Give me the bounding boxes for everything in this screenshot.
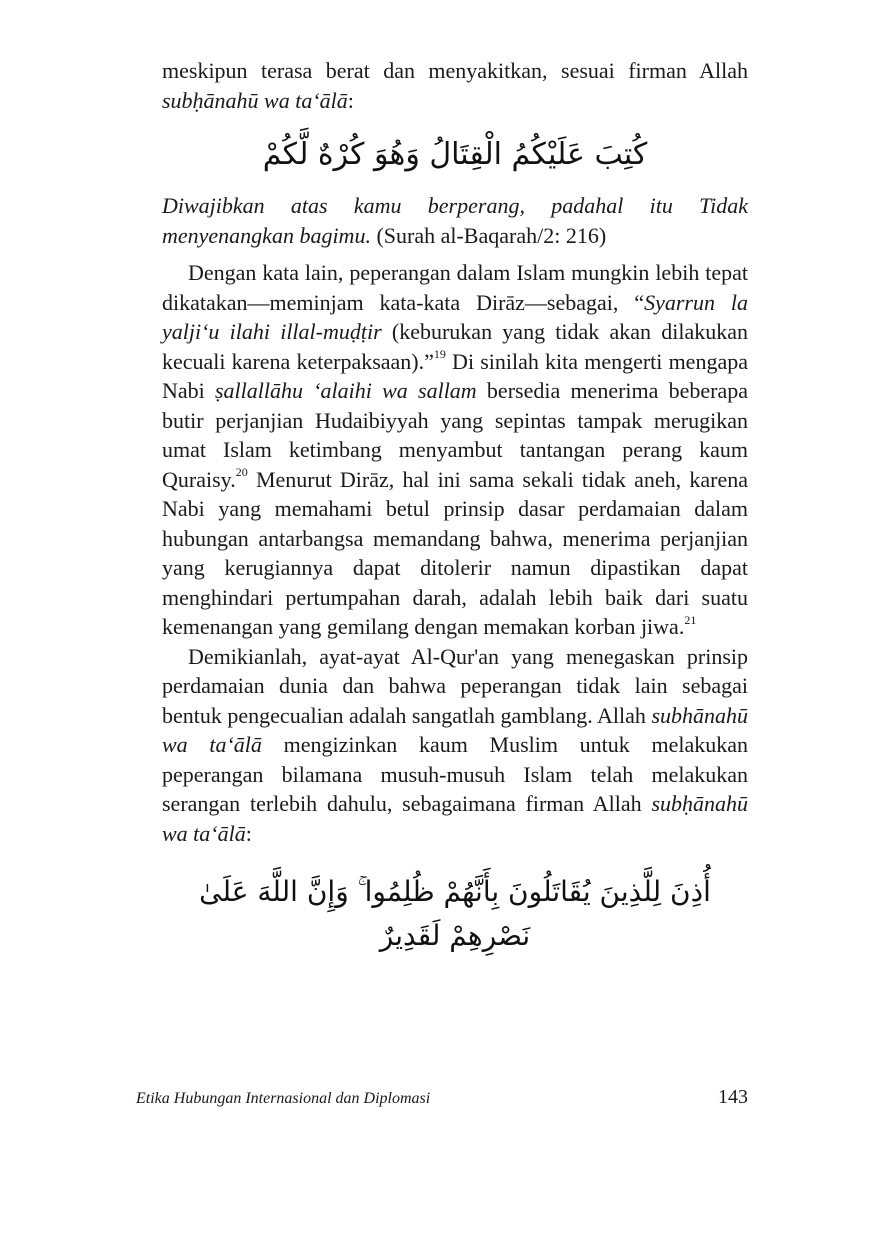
- verse-reference: (Surah al-Baqarah/2: 216): [370, 222, 607, 248]
- text-segment: Dengan kata lain, peperangan dalam Islam mungkin lebih tepat dikatakan—meminjam kata-kata Dirāz—sebagai, “: [162, 260, 748, 315]
- text-segment: Demikianlah, ayat-ayat Al-Qur'an yang menegaskan prinsip perdamaian dunia dan bahwa peperangan tidak lain sebagai bentuk pengecualian adalah sangatlah gamblang. Allah: [162, 643, 748, 728]
- quran-verse-arabic-2: أُذِنَ لِلَّذِينَ يُقَاتَلُونَ بِأَنَّهُمْ ظُلِمُوا ۚ وَإِنَّ اللَّهَ عَلَىٰ نَصْرِهِمْ لَقَدِيرٌ: [199, 875, 711, 952]
- honorific: subḥānahū wa ta‘ālā: [162, 791, 748, 846]
- quran-verse-arabic: كُتِبَ عَلَيْكُمُ الْقِتَالُ وَهُوَ كُرْهٌ لَّكُمْ: [262, 137, 648, 172]
- translation-text: Diwajibkan atas kamu berperang, padahal itu Tidak menyenangkan bagimu.: [162, 193, 748, 248]
- text-segment: Menurut Dirāz, hal ini sama sekali tidak aneh, karena Nabi yang memahami betul prinsip dasar perdamaian dalam hubungan antarbangsa memandang bahwa, menerima perjanjian yang kerugiannya dapat ditolerir namun dipastikan dapat menghindari pertumpahan darah, adalah lebih baik dari suatu kemenangan yang gemilang dengan memakan korban jiwa.: [162, 466, 748, 639]
- book-title: Etika Hubungan Internasional dan Diplomasi: [136, 1090, 431, 1107]
- paragraph-intro: [162, 56, 748, 115]
- intro-text: meskipun terasa berat dan menyakitkan, sesuai firman Allah: [162, 58, 748, 83]
- text-segment: :: [245, 820, 252, 846]
- intro-colon: :: [347, 87, 354, 113]
- page-number: 143: [718, 1086, 748, 1108]
- footnote-ref[interactable]: 20: [235, 465, 248, 480]
- page-footer: [136, 1086, 748, 1109]
- honorific: subhānahū wa ta‘ālā: [162, 702, 748, 757]
- salawat: ṣallallāhu ‘alaihi wa sallam: [215, 378, 477, 403]
- text-segment: (keburukan yang tidak akan dilakukan kecuali karena keterpaksaan).”: [162, 319, 749, 374]
- verse-translation: [162, 191, 748, 250]
- footnote-ref[interactable]: 19: [433, 347, 446, 362]
- text-segment: Di sinilah kita mengerti mengapa Nabi: [162, 348, 748, 403]
- text-segment: mengizinkan kaum Muslim untuk melakukan peperangan bilamana musuh-musuh Islam telah melakukan serangan terlebih dahulu, sebagaimana firman Allah: [162, 732, 748, 816]
- paragraph-diraz: [162, 258, 748, 642]
- text-segment: bersedia menerima beberapa butir perjanjian Hudaibiyyah yang sepintas tampak merugikan umat Islam ketimbang menyambut tantangan perang kaum Quraisy.: [162, 378, 749, 492]
- honorific: subḥānahū wa ta‘ālā: [162, 87, 348, 113]
- page-body: [162, 56, 748, 958]
- footnote-ref[interactable]: 21: [684, 612, 697, 627]
- arabic-transliteration: Syarrun la yalji‘u ilahi illal-muḍṭir: [162, 289, 748, 344]
- paragraph-conclusion: [162, 642, 748, 849]
